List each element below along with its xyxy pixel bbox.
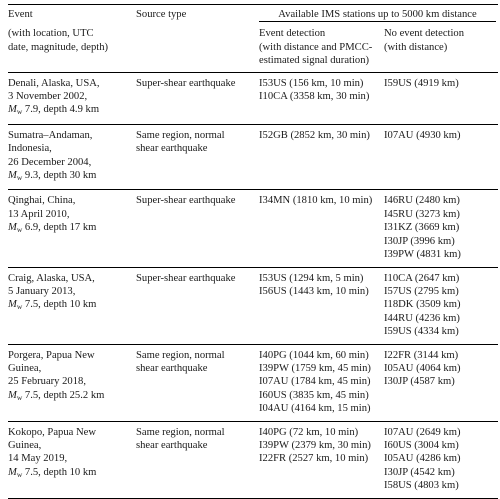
not-detected-cell xyxy=(384,421,498,498)
header-detect-line: estimated signal duration) xyxy=(259,55,370,67)
event-magnitude-depth: Mw 7.5, depth 25.2 km xyxy=(8,389,105,402)
event-cell xyxy=(8,267,136,344)
event-cell xyxy=(8,190,136,267)
detected-station: I53US (156 km, 10 min) xyxy=(259,77,364,89)
table-body xyxy=(8,72,498,498)
not-detected-station: I07AU (2649 km) xyxy=(384,426,461,438)
not-detected-station: I59US (4919 km) xyxy=(384,77,459,89)
source-cell xyxy=(136,72,259,124)
magnitude-symbol: M xyxy=(8,104,17,116)
table-row xyxy=(8,344,498,421)
detected-cell xyxy=(259,190,384,267)
magnitude-symbol: M xyxy=(8,299,17,311)
magnitude-subscript: w xyxy=(16,225,23,235)
depth-value: depth 30 km xyxy=(43,170,97,182)
header-event-label: Event xyxy=(8,9,33,20)
event-line: 26 December 2004, xyxy=(8,156,92,168)
event-line: 3 November 2002, xyxy=(8,91,88,103)
event-line: 14 May 2019, xyxy=(8,453,68,465)
table-row xyxy=(8,267,498,344)
magnitude-subscript: w xyxy=(16,302,23,312)
header-event-subline: (with location, UTC xyxy=(8,28,94,40)
magnitude-subscript: w xyxy=(16,173,23,183)
header-group-label: Available IMS stations up to 5000 km distance xyxy=(278,9,477,20)
event-magnitude-depth: Mw 6.9, depth 17 km xyxy=(8,222,97,235)
detected-station: I39PW (1759 km, 45 min) xyxy=(259,362,371,374)
magnitude-value: 6.9 xyxy=(24,222,39,234)
not-detected-station: I30JP (4542 km) xyxy=(384,466,455,478)
event-line: Indonesia, xyxy=(8,143,52,155)
detected-cell xyxy=(259,344,384,421)
event-cell xyxy=(8,72,136,124)
not-detected-cell xyxy=(384,72,498,124)
source-line: shear earthquake xyxy=(136,362,208,374)
detected-station: I40PG (72 km, 10 min) xyxy=(259,426,359,438)
source-cell xyxy=(136,124,259,190)
header-nodetect-line: No event detection xyxy=(384,28,465,40)
event-magnitude-depth: Mw 9.3, depth 30 km xyxy=(8,170,97,183)
event-magnitude-depth: Mw 7.5, depth 10 km xyxy=(8,466,97,479)
group-underline xyxy=(259,21,496,22)
not-detected-station: I39PW (4831 km) xyxy=(384,249,461,261)
magnitude-symbol: M xyxy=(8,466,17,478)
not-detected-station: I07AU (4930 km) xyxy=(384,129,461,141)
event-cell xyxy=(8,421,136,498)
event-line: Kokopo, Papua New xyxy=(8,426,96,438)
source-line: Super-shear earthquake xyxy=(136,195,236,207)
detected-cell xyxy=(259,267,384,344)
header-source xyxy=(136,5,259,25)
not-detected-station: I05AU (4064 km) xyxy=(384,362,461,374)
event-line: 25 February 2018, xyxy=(8,376,86,388)
table-row xyxy=(8,124,498,190)
magnitude-symbol: M xyxy=(8,222,17,234)
magnitude-symbol: M xyxy=(8,170,17,182)
not-detected-station: I31KZ (3669 km) xyxy=(384,222,460,234)
source-line: shear earthquake xyxy=(136,439,208,451)
source-line: Same region, normal xyxy=(136,426,225,438)
not-detected-cell xyxy=(384,267,498,344)
source-line: Same region, normal xyxy=(136,129,225,141)
detected-station: I56US (1443 km, 10 min) xyxy=(259,285,369,297)
header-event-sub xyxy=(8,24,136,72)
detected-station: I52GB (2852 km, 30 min) xyxy=(259,129,370,141)
source-cell xyxy=(136,421,259,498)
event-magnitude-depth: Mw 7.5, depth 10 km xyxy=(8,299,97,312)
event-line: Porgera, Papua New xyxy=(8,349,95,361)
source-cell xyxy=(136,190,259,267)
event-line: 13 April 2010, xyxy=(8,208,70,220)
detected-station: I22FR (2527 km, 10 min) xyxy=(259,453,369,465)
source-line: Super-shear earthquake xyxy=(136,272,236,284)
event-cell xyxy=(8,124,136,190)
magnitude-value: 9.3 xyxy=(24,170,39,182)
not-detected-cell xyxy=(384,124,498,190)
not-detected-station: I18DK (3509 km) xyxy=(384,299,461,311)
source-line: Super-shear earthquake xyxy=(136,77,236,89)
magnitude-subscript: w xyxy=(16,392,23,402)
event-magnitude-depth: Mw 7.9, depth 4.9 km xyxy=(8,104,100,117)
depth-value: depth 4.9 km xyxy=(43,104,100,116)
header-nodetect xyxy=(384,24,498,72)
event-line: Guinea, xyxy=(8,439,42,451)
depth-value: depth 25.2 km xyxy=(43,389,105,401)
detected-station: I39PW (2379 km, 30 min) xyxy=(259,439,371,451)
detected-station: I60US (3835 km, 45 min) xyxy=(259,389,369,401)
magnitude-subscript: w xyxy=(16,107,23,117)
header-source-sub xyxy=(136,24,259,72)
detected-cell xyxy=(259,72,384,124)
not-detected-station: I57US (2795 km) xyxy=(384,285,459,297)
header-row-1 xyxy=(8,5,498,25)
detected-station: I34MN (1810 km, 10 min) xyxy=(259,195,373,207)
header-source-label: Source type xyxy=(136,9,187,20)
not-detected-station: I10CA (2647 km) xyxy=(384,272,460,284)
detected-cell xyxy=(259,421,384,498)
not-detected-station: I58US (4803 km) xyxy=(384,480,459,492)
event-line: Craig, Alaska, USA, xyxy=(8,272,95,284)
header-detect xyxy=(259,24,384,72)
table-row xyxy=(8,190,498,267)
not-detected-cell xyxy=(384,344,498,421)
not-detected-station: I46RU (2480 km) xyxy=(384,195,460,207)
table-row xyxy=(8,72,498,124)
ims-stations-table xyxy=(8,4,498,499)
event-line: 5 January 2013, xyxy=(8,285,76,297)
source-cell xyxy=(136,267,259,344)
depth-value: depth 10 km xyxy=(43,299,97,311)
detected-station: I40PG (1044 km, 60 min) xyxy=(259,349,369,361)
detected-cell xyxy=(259,124,384,190)
not-detected-station: I59US (4334 km) xyxy=(384,326,459,338)
detected-station: I04AU (4164 km, 15 min) xyxy=(259,403,371,415)
detected-station: I07AU (1784 km, 45 min) xyxy=(259,376,371,388)
header-detect-line: Event detection xyxy=(259,28,326,40)
table-row xyxy=(8,421,498,498)
depth-value: depth 17 km xyxy=(43,222,97,234)
not-detected-cell xyxy=(384,190,498,267)
event-cell xyxy=(8,344,136,421)
source-line: Same region, normal xyxy=(136,349,225,361)
magnitude-symbol: M xyxy=(8,389,17,401)
depth-value: depth 10 km xyxy=(43,466,97,478)
not-detected-station: I60US (3004 km) xyxy=(384,439,459,451)
detected-station: I10CA (3358 km, 30 min) xyxy=(259,91,370,103)
magnitude-value: 7.9 xyxy=(24,104,39,116)
header-event-subline: date, magnitude, depth) xyxy=(8,41,109,53)
detected-station: I53US (1294 km, 5 min) xyxy=(259,272,364,284)
header-group xyxy=(259,5,498,25)
source-cell xyxy=(136,344,259,421)
source-line: shear earthquake xyxy=(136,143,208,155)
not-detected-station: I22FR (3144 km) xyxy=(384,349,459,361)
not-detected-station: I44RU (4236 km) xyxy=(384,312,460,324)
magnitude-value: 7.5 xyxy=(24,466,39,478)
event-line: Guinea, xyxy=(8,362,42,374)
header-row-2 xyxy=(8,24,498,72)
magnitude-value: 7.5 xyxy=(24,389,39,401)
not-detected-station: I05AU (4286 km) xyxy=(384,453,461,465)
header-detect-line: (with distance and PMCC- xyxy=(259,41,373,53)
magnitude-subscript: w xyxy=(16,469,23,479)
event-line: Denali, Alaska, USA, xyxy=(8,77,100,89)
event-line: Sumatra–Andaman, xyxy=(8,129,93,141)
event-line: Qinghai, China, xyxy=(8,195,76,207)
magnitude-value: 7.5 xyxy=(24,299,39,311)
not-detected-station: I30JP (4587 km) xyxy=(384,376,455,388)
not-detected-station: I45RU (3273 km) xyxy=(384,208,460,220)
header-event xyxy=(8,5,136,25)
header-nodetect-line: (with distance) xyxy=(384,41,448,53)
not-detected-station: I30JP (3996 km) xyxy=(384,235,455,247)
